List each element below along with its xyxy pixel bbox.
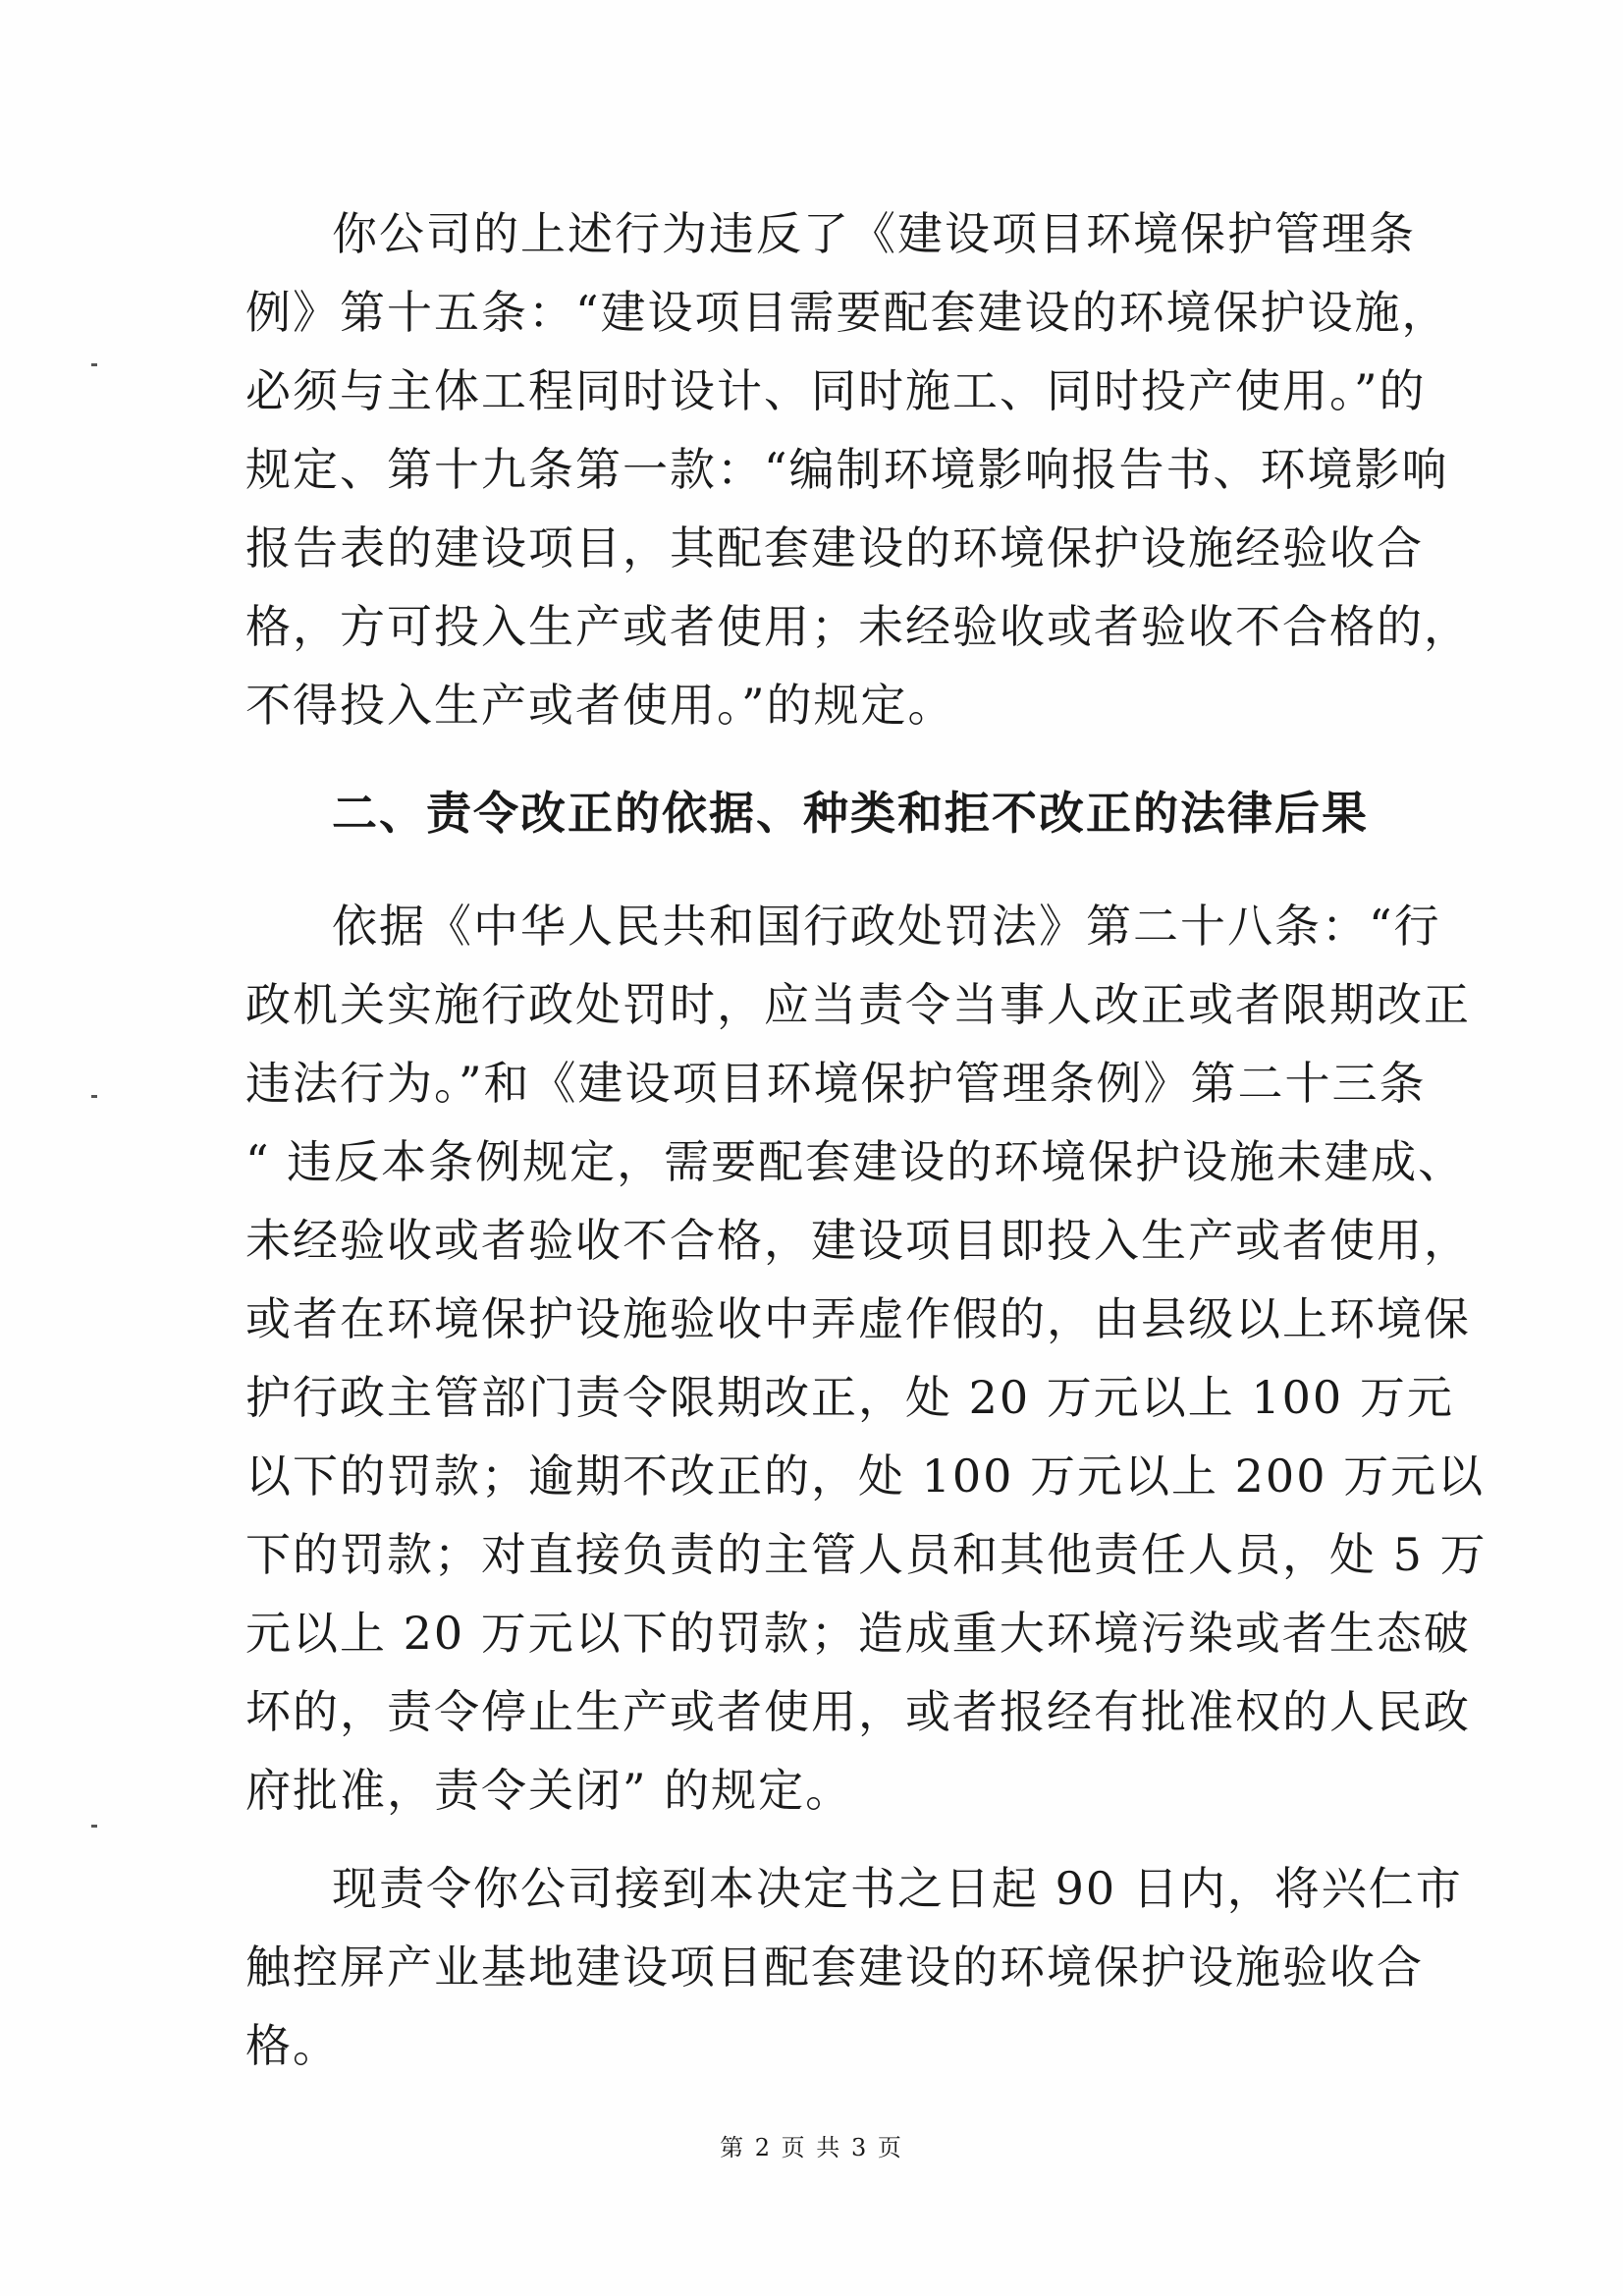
paragraph-2-line-2: 政机关实施行政处罚时，应当责令当事人改正或者限期改正: [245, 978, 1471, 1031]
page-number: 第 2 页 共 3 页: [720, 2134, 903, 2161]
paragraph-2-line-8: 以下的罚款；逾期不改正的，处 100 万元以上 200 万元以: [245, 1449, 1486, 1503]
paragraph-2-line-11: 坏的，责令停止生产或者使用，或者报经有批准权的人民政: [245, 1685, 1471, 1738]
section-2-heading: 二、责令改正的依据、种类和拒不改正的法律后果: [332, 787, 1369, 840]
paragraph-2-line-3: 违法行为。”和《建设项目环境保护管理条例》第二十三条: [245, 1057, 1427, 1110]
paragraph-2-line-10: 元以上 20 万元以下的罚款；造成重大环境污染或者生态破: [245, 1607, 1471, 1660]
paragraph-2-line-4: “ 违反本条例规定，需要配套建设的环境保护设施未建成、: [245, 1135, 1466, 1188]
paragraph-3-line-3: 格。: [245, 2019, 340, 2072]
paragraph-3-line-1: 现责令你公司接到本决定书之日起 90 日内，将兴仁市: [332, 1862, 1463, 1915]
paragraph-2-line-7: 护行政主管部门责令限期改正，处 20 万元以上 100 万元: [245, 1371, 1454, 1424]
scan-mark: [91, 1095, 97, 1098]
paragraph-1-line-4: 规定、第十九条第一款：“编制环境影响报告书、环境影响: [245, 443, 1449, 496]
paragraph-1-line-5: 报告表的建设项目，其配套建设的环境保护设施经验收合: [245, 521, 1424, 574]
paragraph-1-line-6: 格，方可投入生产或者使用；未经验收或者验收不合格的，: [245, 600, 1471, 653]
paragraph-2-line-5: 未经验收或者验收不合格，建设项目即投入生产或者使用，: [245, 1214, 1471, 1267]
paragraph-1-line-1: 你公司的上述行为违反了《建设项目环境保护管理条: [332, 207, 1416, 260]
paragraph-2-line-12: 府批准，责令关闭” 的规定。: [245, 1764, 853, 1817]
paragraph-1-line-7: 不得投入生产或者使用。”的规定。: [245, 679, 955, 732]
scan-mark: [91, 1825, 97, 1828]
paragraph-1-line-2: 例》第十五条：“建设项目需要配套建设的环境保护设施，: [245, 286, 1449, 339]
paragraph-1-line-3: 必须与主体工程同时设计、同时施工、同时投产使用。”的: [245, 364, 1427, 417]
paragraph-2-line-6: 或者在环境保护设施验收中弄虚作假的，由县级以上环境保: [245, 1292, 1471, 1345]
paragraph-2-line-1: 依据《中华人民共和国行政处罚法》第二十八条：“行: [332, 900, 1441, 953]
paragraph-2-line-9: 下的罚款；对直接负责的主管人员和其他责任人员，处 5 万: [245, 1528, 1488, 1581]
scan-mark: [91, 363, 97, 366]
paragraph-3-line-2: 触控屏产业基地建设项目配套建设的环境保护设施验收合: [245, 1941, 1424, 1994]
